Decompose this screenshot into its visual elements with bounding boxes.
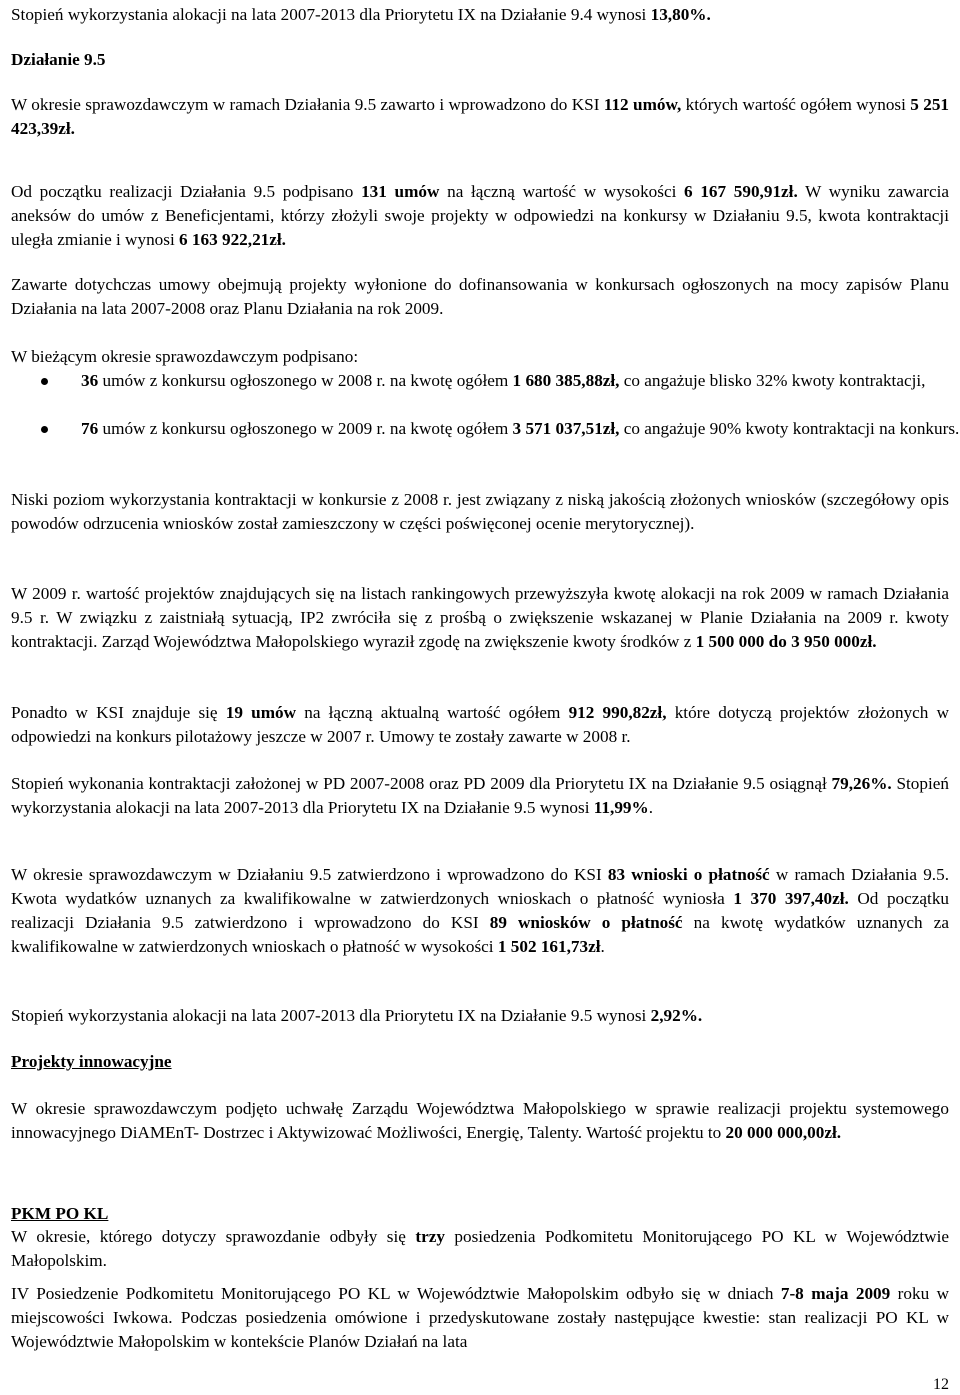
paragraph-pilot-contracts: Ponadto w KSI znajduje się 19 umów na łączną aktualną wartość ogółem 912 990,82zł, które dotyczą projektów złożonych w odpowiedzi na konkurs pilotażowy jeszcze w 2007 r. Umowy te zostały zawarte w 2008 r. [11, 703, 949, 746]
list-item-text: 36 umów z konkursu ogłoszonego w 2008 r. na kwotę ogółem 1 680 385,88zł, co angażuje blisko 32% kwoty kontraktacji, [81, 371, 926, 390]
paragraph-payment-claims: W okresie sprawozdawczym w Działaniu 9.5 zatwierdzono i wprowadzono do KSI 83 wnioski o płatność w ramach Działania 9.5. Kwota wydatków uznanych za kwalifikowalne w zatwierdzonych wnioskach o płatność wyniosła 1 370 397,40zł. Od początku realizacji Działania 9.5 zatwierdzono i wprowadzono do KSI 89 wniosków o płatność na kwotę wydatków uznanych za kwalifikowalne w zatwierdzonych wnioskach o płatność w wysokości 1 502 161,73zł. [11, 865, 950, 956]
bullet-icon [41, 378, 48, 385]
section-heading-pkm-po-kl: PKM PO KL [11, 1204, 109, 1223]
paragraph-contracts-scope: Zawarte dotychczas umowy obejmują projekty wyłonione do dofinansowania w konkursach ogłoszonych na mocy zapisów Planu Działania na lata 2007-2008 oraz Planu Działania na rok 2009. [11, 275, 949, 318]
paragraph-allocation-9-4: Stopień wykorzystania alokacji na lata 2007-2013 dla Priorytetu IX na Działanie 9.4 wynosi 13,80%. [11, 5, 711, 24]
paragraph-contracting-rate: Stopień wykonania kontraktacji założonej w PD 2007-2008 oraz PD 2009 dla Priorytetu IX na Działanie 9.5 osiągnął 79,26%. Stopień wykorzystania alokacji na lata 2007-2013 dla Priorytetu IX na Działanie 9.5 wynosi 11,99%. [11, 774, 949, 817]
paragraph-diament-project: W okresie sprawozdawczym podjęto uchwałę Zarządu Województwa Małopolskiego w sprawie realizacji projektu systemowego innowacyjnego DiAMEnT- Dostrzec i Aktywizować Możliwości, Energię, Talenty. Wartość projektu to 20 000 000,00zł. [11, 1099, 949, 1142]
paragraph-allocation-9-5: Stopień wykorzystania alokacji na lata 2007-2013 dla Priorytetu IX na Działanie 9.5 wynosi 2,92%. [11, 1006, 703, 1025]
bullet-icon [41, 426, 48, 433]
paragraph-contracts-period: W okresie sprawozdawczym w ramach Działania 9.5 zawarto i wprowadzono do KSI 112 umów, których wartość ogółem wynosi 5 251 423,39zł. [11, 95, 950, 138]
paragraph-low-utilization: Niski poziom wykorzystania kontraktacji w konkursie z 2008 r. jest związany z niską jakością złożonych wniosków (szczegółowy opis powodów odrzucenia wniosków został zamieszczony w części poświęconej ocenie merytorycznej). [11, 490, 949, 533]
paragraph-contracts-total: Od początku realizacji Działania 9.5 podpisano 131 umów na łączną wartość w wysokości 6 167 590,91zł. W wyniku zawarcia aneksów do umów z Beneficjentami, którzy złożyli swoje projekty w odpowiedzi na konkursy w Działaniu 9.5, kwota kontraktacji uległa zmianie i wynosi 6 163 922,21zł. [11, 182, 950, 249]
list-item [11, 369, 949, 417]
paragraph-committee-meetings: W okresie, którego dotyczy sprawozdanie odbyły się trzy posiedzenia Podkomitetu Monitorującego PO KL w Województwie Małopolskim. [11, 1227, 949, 1270]
page-number: 12 [933, 1376, 949, 1393]
list-item-text: 76 umów z konkursu ogłoszonego w 2009 r. na kwotę ogółem 3 571 037,51zł, co angażuje 90% kwoty kontraktacji na konkurs. [81, 419, 960, 438]
paragraph-fourth-meeting: IV Posiedzenie Podkomitetu Monitorującego PO KL w Województwie Małopolskim odbyło się w dniach 7-8 maja 2009 roku w miejscowości Iwkowa. Podczas posiedzenia omówione i przedyskutowane zostały następujące kwestie: stan realizacji PO KL w Województwie Małopolskim w kontekście Planów Działań na lata [11, 1284, 950, 1351]
list-item [11, 417, 960, 465]
section-heading-dzialanie-9-5: Działanie 9.5 [11, 50, 106, 69]
section-heading-innovative-projects: Projekty innowacyjne [11, 1052, 172, 1071]
paragraph-signed-intro: W bieżącym okresie sprawozdawczym podpisano: [11, 347, 359, 366]
paragraph-2009-allocation: W 2009 r. wartość projektów znajdujących się na listach rankingowych przewyższyła kwotę alokacji na rok 2009 w ramach Działania 9.5 r. W związku z zaistniałą sytuacją, IP2 zwróciła się z prośbą o zwiększenie wskazanej w Planie Działania na 2009 r. kwoty kontraktacji. Zarząd Województwa Małopolskiego wyraził zgodę na zwiększenie kwoty środków z 1 500 000 do 3 950 000zł. [11, 584, 949, 651]
